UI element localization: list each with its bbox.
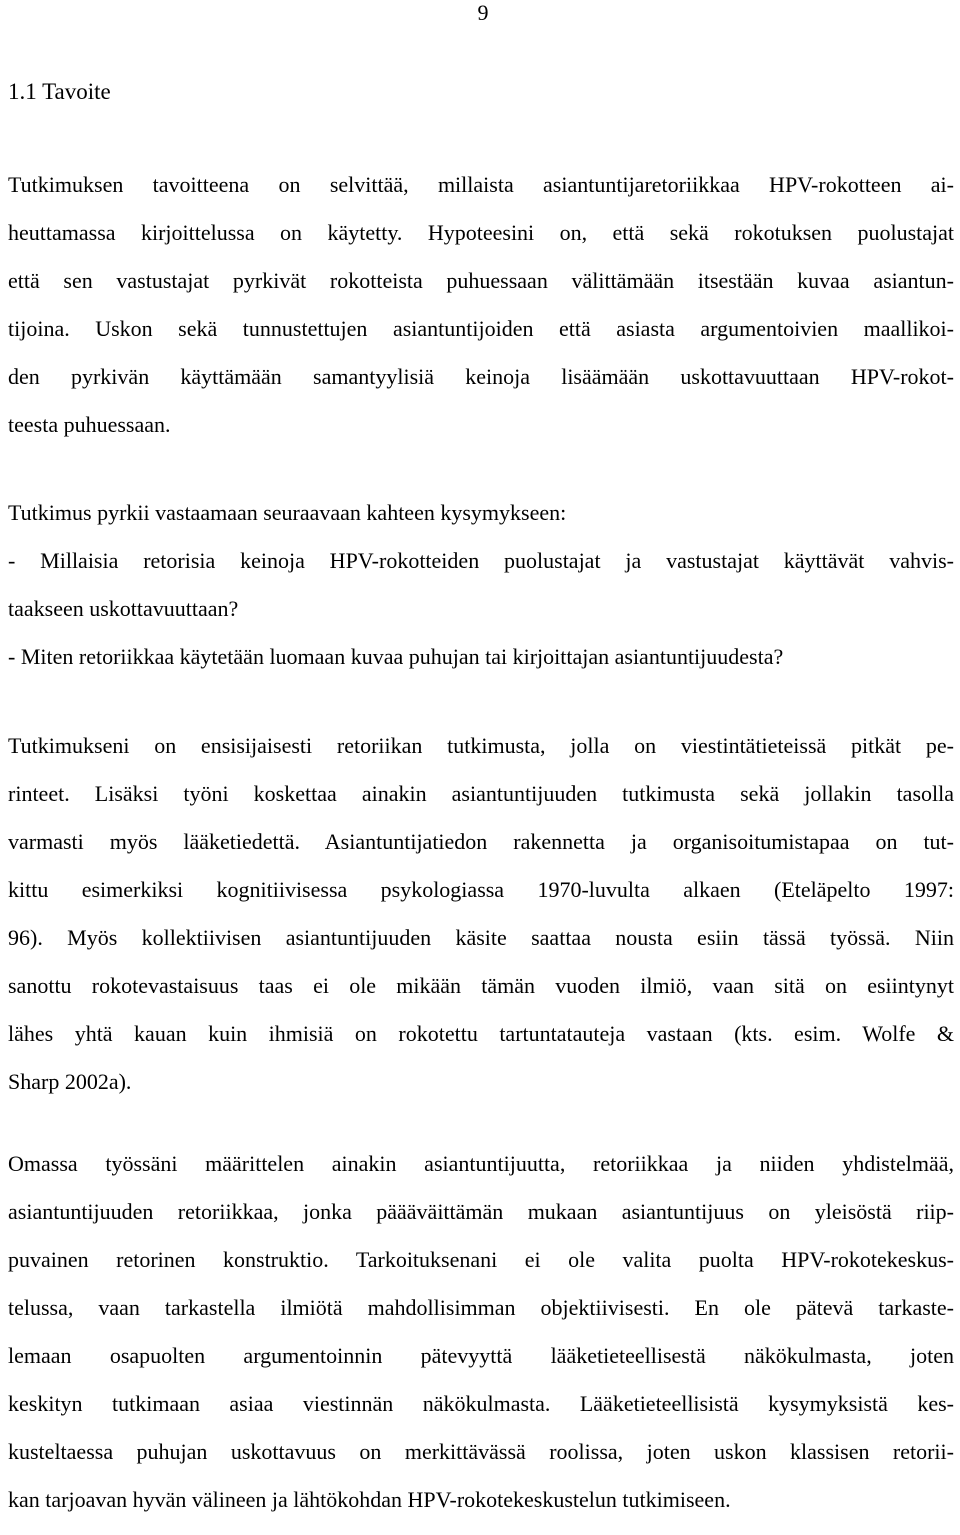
section-heading: 1.1 Tavoite — [8, 79, 111, 104]
text-line: heuttamassa kirjoittelussa on käytetty. Hypoteesini on, että sekä rokotuksen puolustajat — [8, 220, 954, 245]
paragraph-questions — [8, 500, 954, 692]
text-line: sanottu rokotevastaisuus taas ei ole mikään tämän vuoden ilmiö, vaan sitä on esiintynyt — [8, 973, 954, 998]
text-line: tijoina. Uskon sekä tunnustettujen asiantuntijoiden että asiasta argumentoivien maallikoi- — [8, 316, 954, 341]
text-line: teesta puhuessaan. — [8, 412, 171, 437]
text-line: että sen vastustajat pyrkivät rokotteista puhuessaan välittämään itsestään kuvaa asiantun- — [8, 268, 954, 293]
text-line: Tutkimus pyrkii vastaamaan seuraavaan kahteen kysymykseen: — [8, 500, 567, 525]
text-line: Omassa työssäni määrittelen ainakin asiantuntijuutta, retoriikkaa ja niiden yhdistelmää, — [8, 1151, 954, 1176]
text-line: telussa, vaan tarkastella ilmiötä mahdollisimman objektiivisesti. En ole pätevä tarkaste- — [8, 1295, 954, 1320]
paragraph-scope — [8, 1151, 954, 1535]
question-item: - Miten retoriikkaa käytetään luomaan kuvaa puhujan tai kirjoittajan asiantuntijuudesta? — [8, 644, 784, 669]
text-line: Tutkimukseni on ensisijaisesti retoriikan tutkimusta, jolla on viestintätieteissä pitkät pe- — [8, 733, 954, 758]
text-line: lemaan osapuolten argumentoinnin pätevyyttä lääketieteellisestä näkökulmasta, joten — [8, 1343, 954, 1368]
text-line: keskityn tutkimaan asiaa viestinnän näkökulmasta. Lääketieteellisistä kysymyksistä kes- — [8, 1391, 954, 1416]
text-line: 96). Myös kollektiivisen asiantuntijuuden käsite saattaa nousta esiin tässä työssä. Niin — [8, 925, 954, 950]
paragraph-goal — [8, 172, 954, 460]
text-line: rinteet. Lisäksi työni koskettaa ainakin asiantuntijuuden tutkimusta sekä jollakin tasolla — [8, 781, 954, 806]
text-line: puvainen retorinen konstruktio. Tarkoituksenani ei ole valita puolta HPV-rokotekeskus- — [8, 1247, 954, 1272]
text-line: den pyrkivän käyttämään samantyylisiä keinoja lisäämään uskottavuuttaan HPV-rokot- — [8, 364, 954, 389]
text-line: kittu esimerkiksi kognitiivisessa psykologiassa 1970-luvulta alkaen (Eteläpelto 1997: — [8, 877, 954, 902]
text-line: lähes yhtä kauan kuin ihmisiä on rokotettu tartuntatauteja vastaan (kts. esim. Wolfe & — [8, 1021, 954, 1046]
question-item: - Millaisia retorisia keinoja HPV-rokotteiden puolustajat ja vastustajat käyttävät vahvis- — [8, 548, 954, 573]
paragraph-field — [8, 733, 954, 1117]
text-line: Sharp 2002a). — [8, 1069, 132, 1094]
text-line: kusteltaessa puhujan uskottavuus on merkittävässä roolissa, joten uskon klassisen retorii- — [8, 1439, 954, 1464]
page-number: 9 — [477, 0, 489, 25]
text-line: asiantuntijuuden retoriikkaa, jonka päääväittämän mukaan asiantuntijuus on yleisöstä riip- — [8, 1199, 954, 1224]
text-line: taakseen uskottavuuttaan? — [8, 596, 239, 621]
text-line: Tutkimuksen tavoitteena on selvittää, millaista asiantuntijaretoriikkaa HPV-rokotteen ai- — [8, 172, 954, 197]
text-line: kan tarjoavan hyvän välineen ja lähtökohdan HPV-rokotekeskustelun tutkimiseen. — [8, 1487, 731, 1512]
text-line: varmasti myös lääketiedettä. Asiantuntijatiedon rakennetta ja organisoitumistapaa on tut- — [8, 829, 954, 854]
